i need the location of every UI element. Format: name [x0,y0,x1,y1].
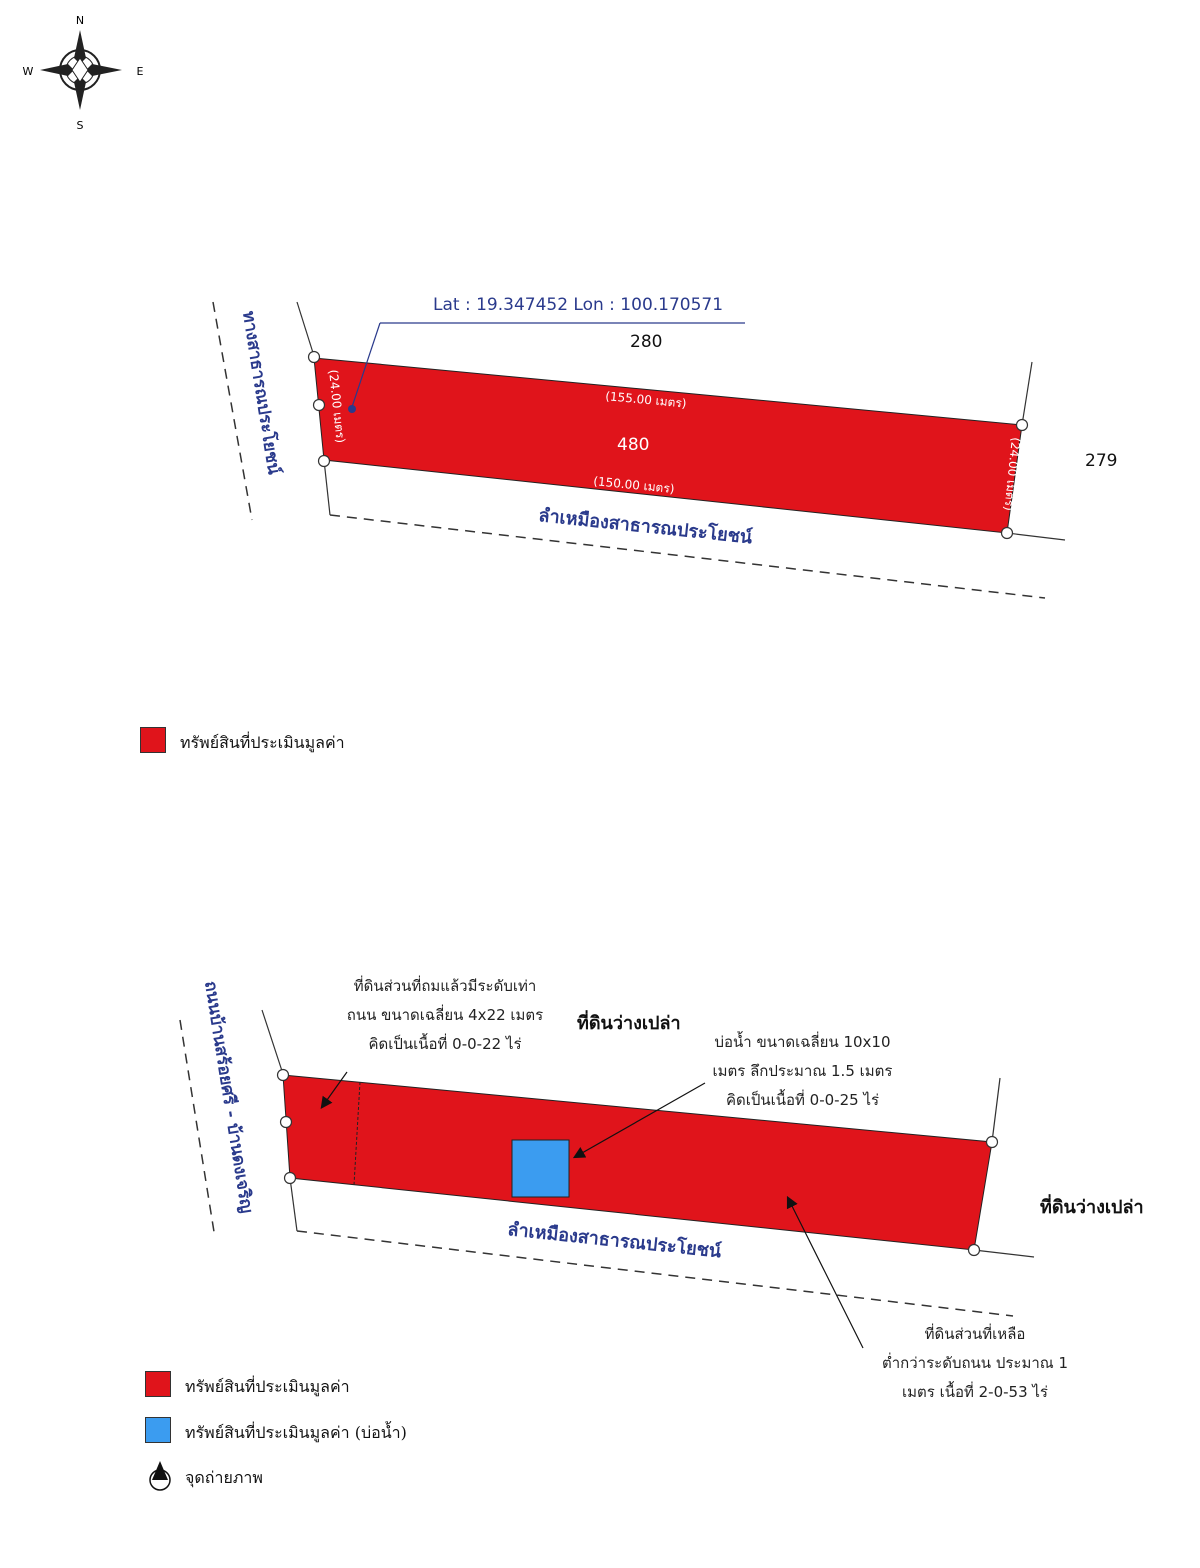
legend-label-photo-point: จุดถ่ายภาพ [185,1468,263,1487]
compass-rose-icon [23,14,144,132]
dimension-right-label: (24.00 เมตร) [1001,436,1023,512]
legend-label-pond: ทรัพย์สินที่ประเมินมูลค่า (บ่อน้ำ) [185,1423,407,1442]
vacant-north-label: ที่ดินว่างเปล่า [577,1013,681,1034]
road-west-label: ถนนบ้านสร้อยศรี - บ้านดงเจริญ [200,979,257,1215]
note-line: คิดเป็นเนื้อที่ 0-0-25 ไร่ [725,1091,880,1109]
boundary-line [297,302,314,356]
canal-label: ลำเหมืองสาธารณประโยชน์ [537,505,754,549]
boundary-marker [285,1173,296,1184]
parcel-480 [314,358,1022,533]
boundary-marker [1017,420,1028,431]
boundary-marker [1002,528,1013,539]
compass-west: W [22,65,34,78]
boundary-marker [281,1117,292,1128]
boundary-marker [314,400,325,411]
boundary-line [262,1010,283,1074]
boundary-line [974,1250,1034,1257]
legend-swatch-pond [145,1417,171,1443]
note-filled-area [320,972,570,1059]
pond-area [512,1140,569,1197]
dimension-top-label: (155.00 เมตร) [604,389,688,411]
note-line: ต่ำกว่าระดับถนน ประมาณ 1 [882,1354,1068,1372]
compass-south: S [76,119,84,132]
vacant-east-label: ที่ดินว่างเปล่า [1040,1197,1144,1218]
neighbor-north-label: 280 [630,332,663,352]
boundary-marker [278,1070,289,1081]
parcel-number-label: 480 [617,435,650,455]
legend-swatch-parcel [145,1371,171,1397]
boundary-marker [319,456,330,467]
neighbor-east-label: 279 [1085,451,1118,471]
boundary-line [992,1078,1000,1142]
compass-east: E [136,65,144,78]
note-pond [690,1028,915,1115]
boundary-line [1007,533,1065,540]
canal-label: ลำเหมืองสาธารณประโยชน์ [506,1219,723,1263]
note-line: เมตร เนื้อที่ 2-0-53 ไร่ [902,1383,1048,1401]
compass-north: N [75,14,85,27]
boundary-marker [987,1137,998,1148]
boundary-marker [969,1245,980,1256]
boundary-line [1022,362,1032,425]
map-1 [213,295,1117,598]
boundary-marker [309,352,320,363]
boundary-line [324,460,330,515]
coordinates-label: Lat : 19.347452 Lon : 100.170571 [433,295,724,315]
road-west-label: ทางสาธารณประโยชน์ [238,309,284,476]
note-line: ที่ดินส่วนที่ถมแล้วมีระดับเท่า [353,977,537,995]
note-line: คิดเป็นเนื้อที่ 0-0-22 ไร่ [368,1035,522,1053]
road-edge-line [180,1020,215,1238]
dimension-left-label: (24.00 เมตร) [326,368,348,444]
note-remaining-area [860,1320,1090,1407]
note-line: บ่อน้ำ ขนาดเฉลี่ยน 10x10 [714,1033,891,1051]
boundary-line [290,1178,297,1231]
camera-point-icon [142,1458,178,1494]
note-line: ถนน ขนาดเฉลี่ยน 4x22 เมตร [346,1006,544,1024]
dimension-bottom-label: (150.00 เมตร) [592,474,676,497]
note-line: เมตร ลึกประมาณ 1.5 เมตร [712,1062,893,1080]
legend-swatch-parcel [140,727,166,753]
location-point [348,405,356,413]
note-line: ที่ดินส่วนที่เหลือ [924,1325,1026,1343]
legend-label-parcel: ทรัพย์สินที่ประเมินมูลค่า [185,1377,350,1396]
legend-label-parcel: ทรัพย์สินที่ประเมินมูลค่า [180,733,345,752]
